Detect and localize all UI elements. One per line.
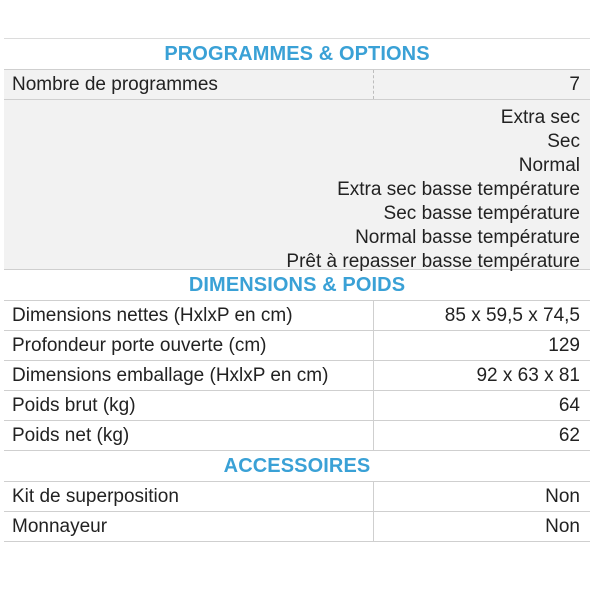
program-item: Sec	[547, 131, 580, 152]
table-row	[4, 69, 590, 100]
program-item: Normal basse température	[355, 227, 580, 248]
section-title-accessoires: ACCESSOIRES	[223, 455, 371, 477]
program-item: Extra sec	[500, 107, 580, 128]
row-value: 62	[558, 425, 580, 446]
table-row	[4, 361, 590, 391]
row-label: Dimensions nettes (HxlxP en cm)	[4, 301, 374, 330]
program-item: Extra sec basse température	[337, 179, 580, 200]
program-item: Normal	[518, 155, 580, 176]
row-value: 129	[548, 335, 580, 356]
row-value: Non	[545, 516, 580, 537]
program-list	[4, 100, 590, 270]
row-value: 64	[558, 395, 580, 416]
row-value: Non	[545, 486, 580, 507]
row-value: 92 x 63 x 81	[476, 365, 580, 386]
table-row	[4, 300, 590, 331]
table-row	[4, 421, 590, 451]
row-label: Monnayeur	[4, 512, 374, 541]
row-label: Nombre de programmes	[4, 70, 374, 99]
row-value: 7	[569, 74, 580, 95]
table-row	[4, 512, 590, 542]
table-row	[4, 391, 590, 421]
section-title-programmes: PROGRAMMES & OPTIONS	[164, 43, 430, 65]
section-title-dimensions: DIMENSIONS & POIDS	[188, 274, 406, 296]
table-row	[4, 331, 590, 361]
row-label: Poids net (kg)	[4, 421, 374, 450]
row-label: Poids brut (kg)	[4, 391, 374, 420]
row-label: Profondeur porte ouverte (cm)	[4, 331, 374, 360]
row-label: Dimensions emballage (HxlxP en cm)	[4, 361, 374, 390]
program-item: Sec basse température	[383, 203, 580, 224]
row-value: 85 x 59,5 x 74,5	[444, 305, 580, 326]
row-label: Kit de superposition	[4, 482, 374, 511]
program-item: Prêt à repasser basse température	[286, 251, 580, 272]
table-row	[4, 481, 590, 512]
spec-table	[4, 39, 590, 542]
